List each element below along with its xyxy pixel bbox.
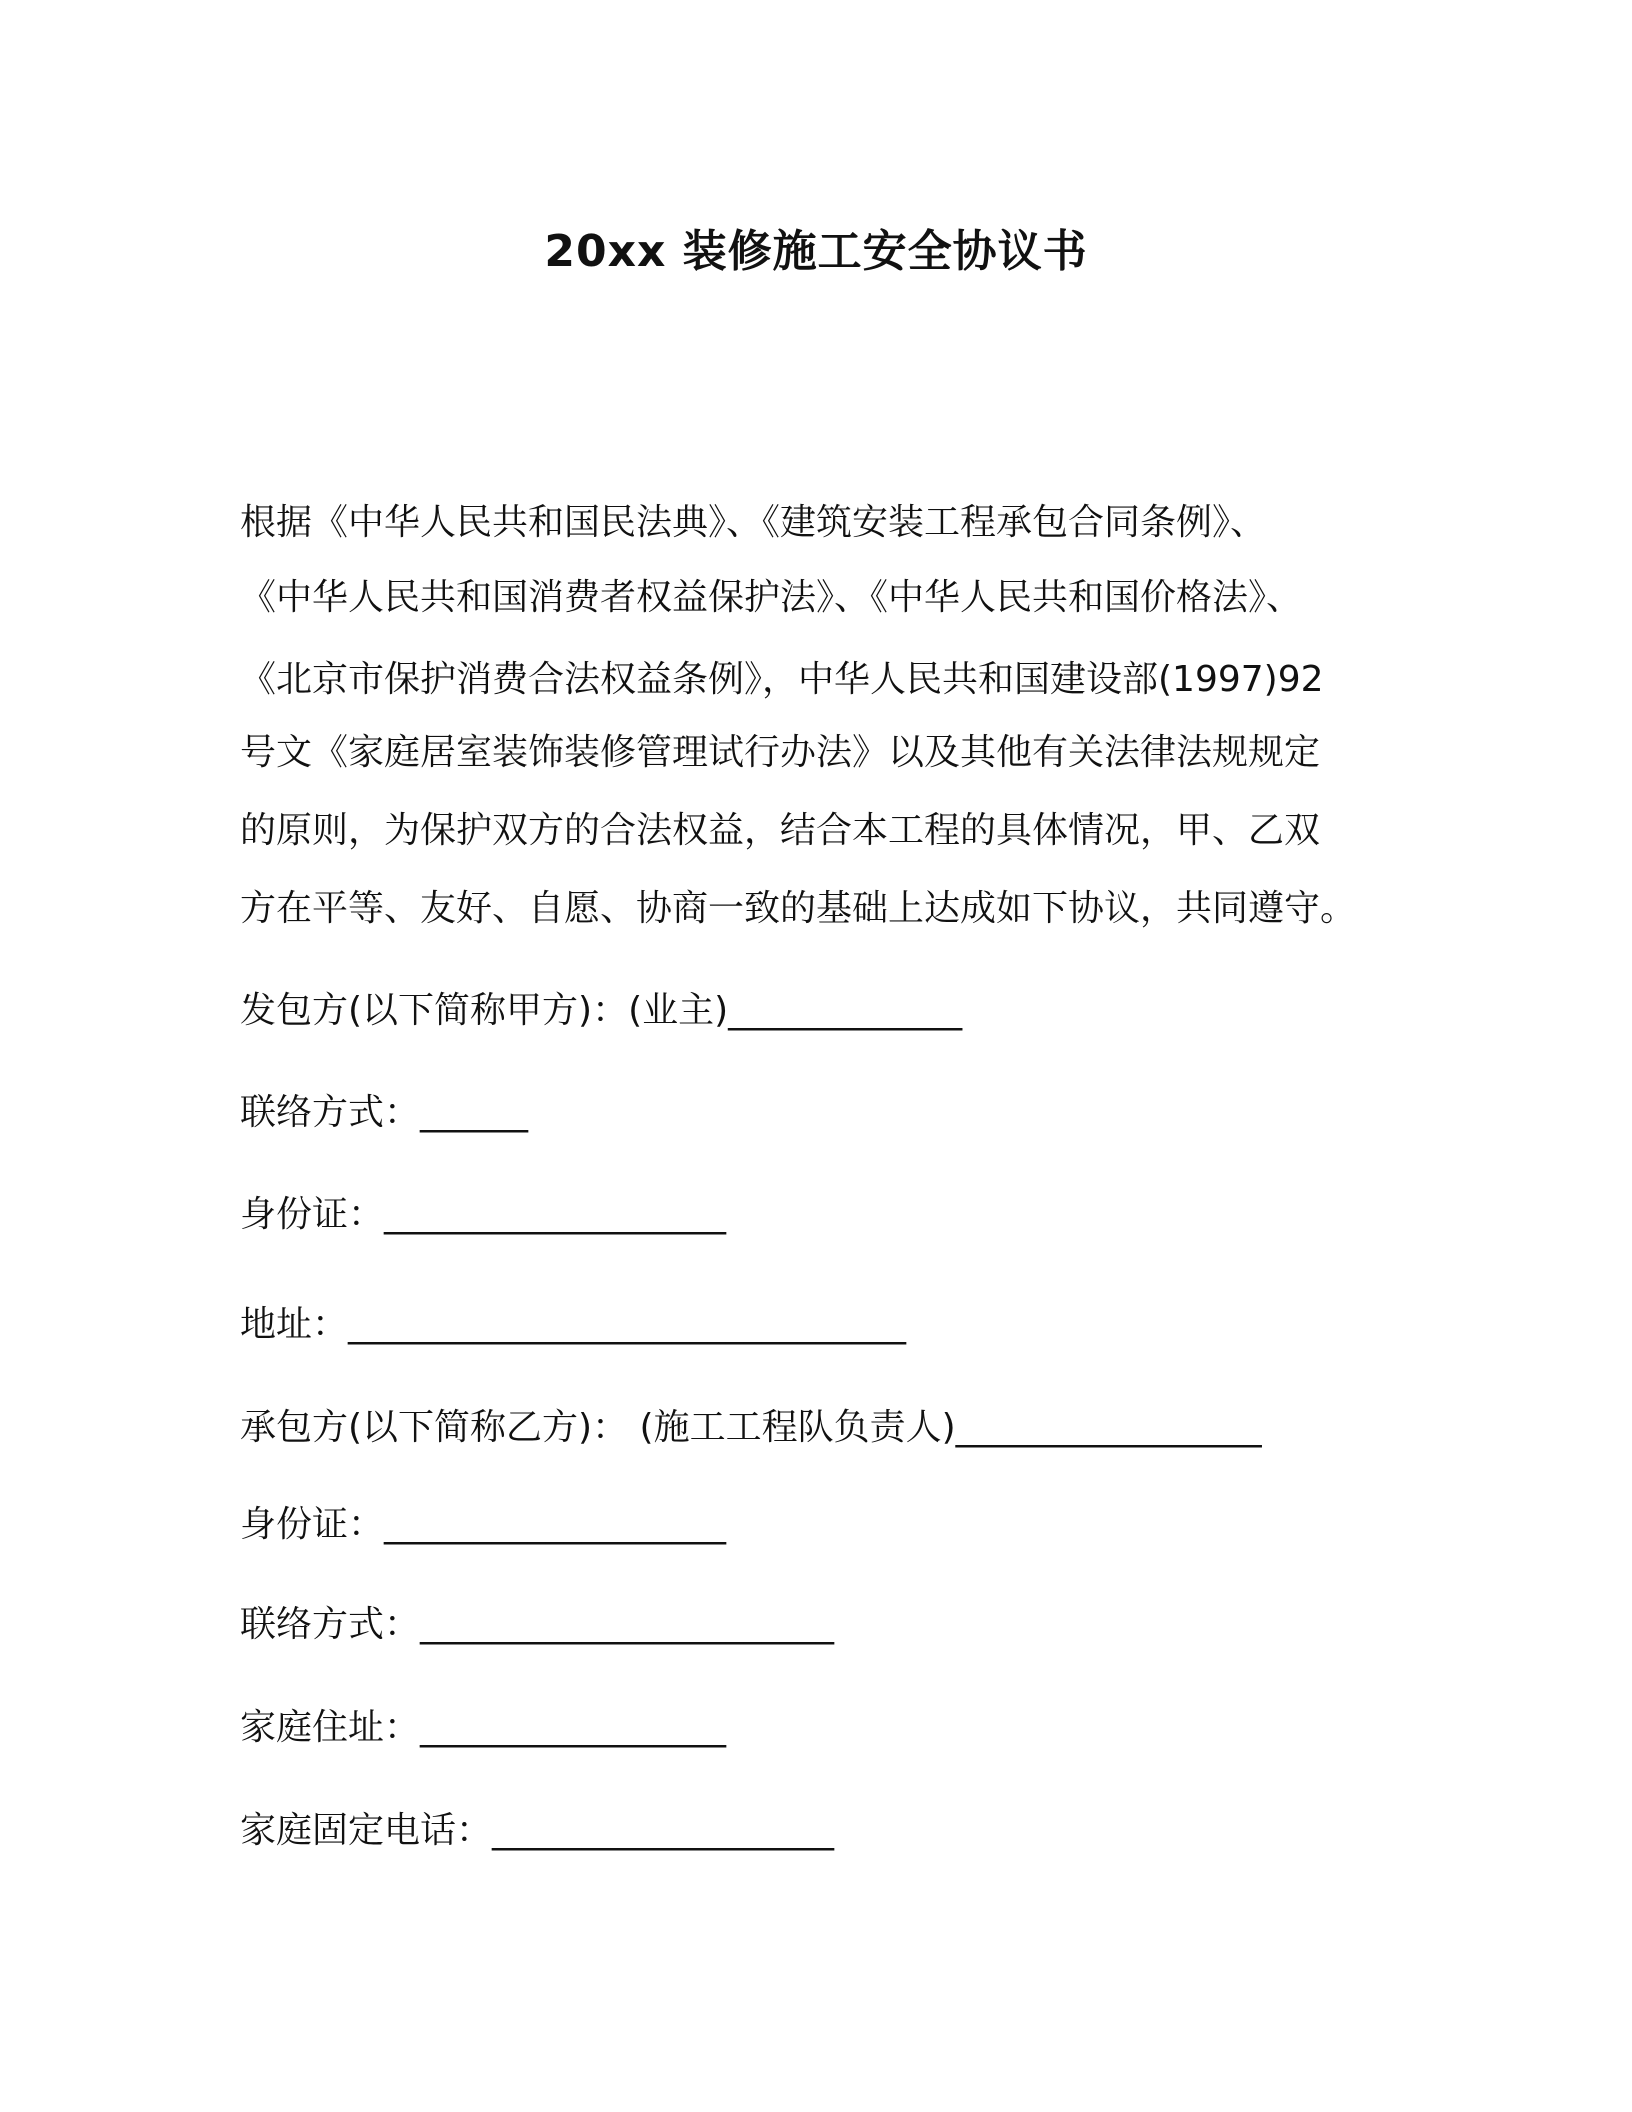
field-contractor-contact: 联络方式：_______________________ (240, 1604, 835, 1645)
document-title: 20xx 装修施工安全协议书 (544, 226, 1088, 277)
field-employer-id: 身份证：___________________ (240, 1194, 727, 1235)
field-employer-address: 地址：_______________________________ (240, 1304, 907, 1345)
field-employer-contact: 联络方式：______ (240, 1092, 529, 1133)
intro-line: 《中华人民共和国消费者权益保护法》、《中华人民共和国价格法》、 (240, 577, 1303, 618)
field-home-address: 家庭住址：_________________ (240, 1707, 727, 1748)
intro-line: 号文《家庭居室装饰装修管理试行办法》以及其他有关法律法规规定 (240, 732, 1321, 773)
field-contractor-leader: 承包方(以下简称乙方)： (施工工程队负责人)_________________ (240, 1407, 1262, 1448)
intro-line: 根据《中华人民共和国民法典》、《建筑安装工程承包合同条例》、 (240, 502, 1267, 543)
intro-line: 的原则，为保护双方的合法权益，结合本工程的具体情况，甲、乙双 (240, 810, 1321, 851)
field-contractor-id: 身份证：___________________ (240, 1504, 727, 1545)
field-home-phone: 家庭固定电话：___________________ (240, 1810, 835, 1851)
intro-line: 方在平等、友好、自愿、协商一致的基础上达成如下协议，共同遵守。 (240, 888, 1357, 929)
field-employer-owner: 发包方(以下简称甲方)：(业主)_____________ (240, 990, 963, 1031)
intro-line: 《北京市保护消费合法权益条例》，中华人民共和国建设部(1997)92 (240, 659, 1324, 700)
